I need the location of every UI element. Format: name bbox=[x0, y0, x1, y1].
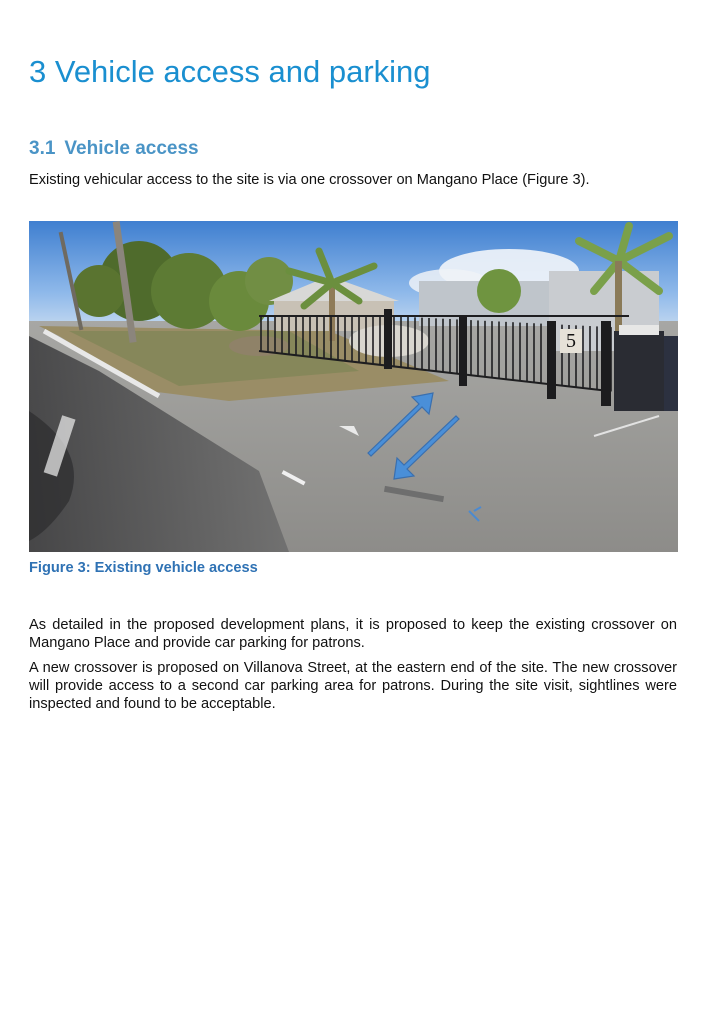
subsection-number: 3.1 bbox=[29, 138, 56, 159]
subsection-title: Vehicle access bbox=[64, 138, 199, 159]
body-paragraph: As detailed in the proposed development plans, it is proposed to keep the existing crossover on Mangano Place and provide car parking for patrons. bbox=[29, 617, 677, 651]
intro-paragraph: Existing vehicular access to the site is via one crossover on Mangano Place (Figure 3). bbox=[29, 172, 590, 188]
gate-number-sign: 5 bbox=[566, 330, 576, 352]
subsection-heading bbox=[29, 136, 199, 162]
site-access-photo bbox=[29, 221, 678, 552]
section-heading: 3 Vehicle access and parking bbox=[29, 54, 431, 89]
body-paragraph: A new crossover is proposed on Villanova Street, at the eastern end of the site. The new crossover will provide access to a second car parking area for patrons. During the site visit, sightlines were inspected and found to be acceptable. bbox=[29, 660, 677, 712]
figure-caption: Figure 3: Existing vehicle access bbox=[29, 560, 258, 576]
